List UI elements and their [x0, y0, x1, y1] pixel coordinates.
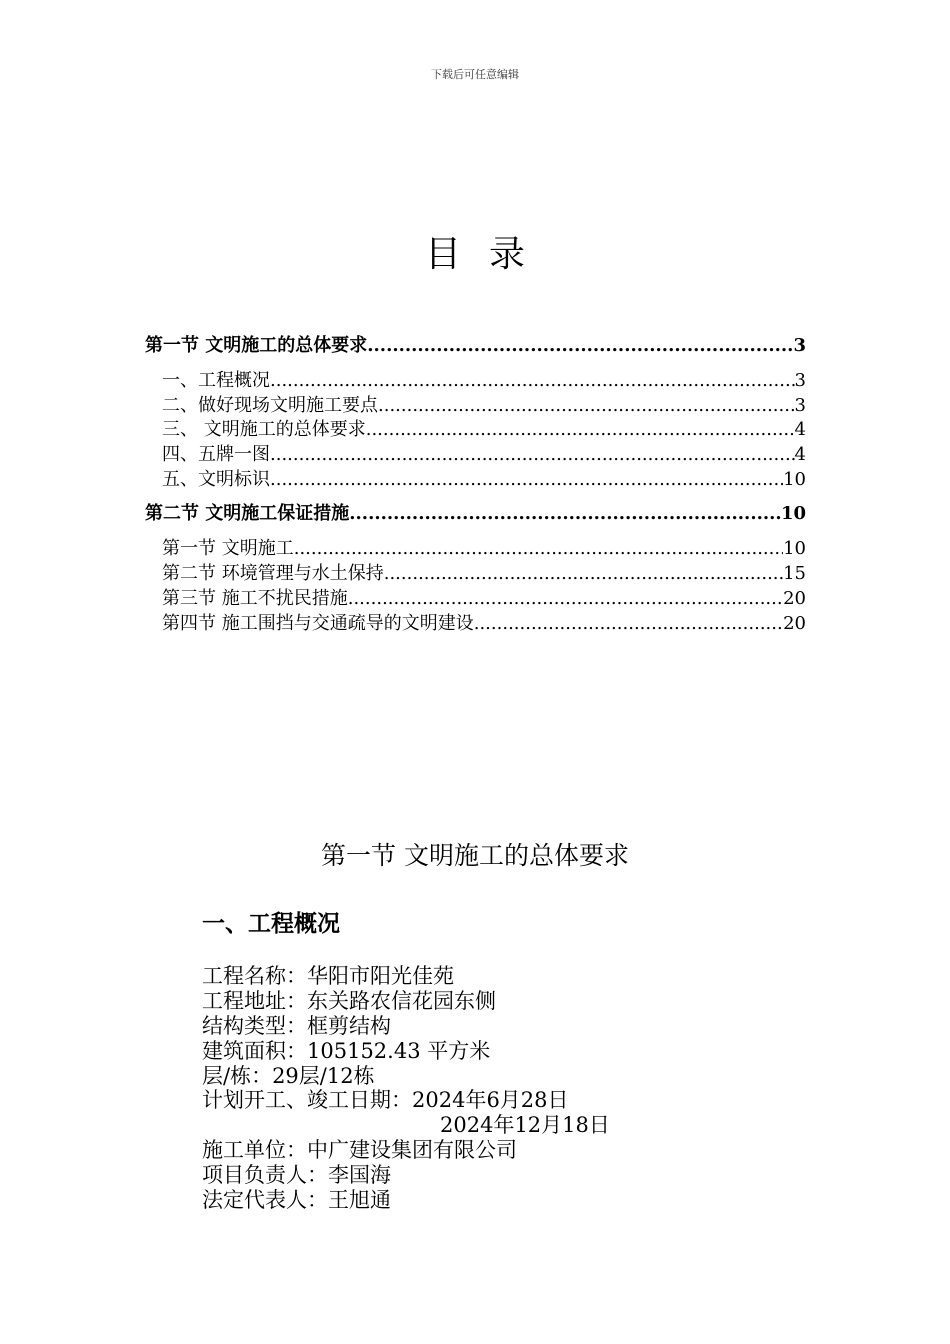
info-line: 施工单位：中广建设集团有限公司 [202, 1138, 517, 1163]
toc-entry[interactable] [145, 612, 806, 637]
toc-leader-dots [270, 369, 795, 394]
toc-entry[interactable] [145, 369, 806, 394]
toc-entry-label: 第一节 文明施工 [162, 538, 294, 560]
toc-entry-label: 第二节 环境管理与水土保持 [162, 563, 384, 585]
toc-leader-dots [367, 334, 793, 358]
toc-entry-page: 20 [783, 612, 806, 634]
toc-entry-label: 第三节 施工不扰民措施 [162, 587, 348, 609]
toc-entry-page: 10 [780, 503, 806, 525]
toc-entry[interactable] [145, 443, 806, 468]
toc-leader-dots [384, 562, 783, 587]
toc-entry-label: 三、 文明施工的总体要求 [162, 419, 366, 441]
toc-leader-dots [270, 443, 795, 468]
toc-leader-dots [378, 394, 795, 419]
toc-entry-page: 3 [793, 335, 806, 356]
toc-leader-dots [270, 468, 783, 493]
toc-entry-page: 15 [783, 563, 806, 585]
toc-entry[interactable] [145, 502, 806, 526]
info-line: 法定代表人：王旭通 [202, 1188, 391, 1213]
toc-entry-label: 第四节 施工围挡与交通疏导的文明建设 [162, 612, 474, 634]
toc-entry-page: 4 [794, 419, 806, 441]
toc-entry-label: 第二节 文明施工保证措施 [145, 503, 350, 525]
toc-entry-label: 一、工程概况 [162, 370, 270, 391]
toc-leader-dots [349, 502, 781, 526]
subsection-title: 一、工程概况 [202, 911, 340, 937]
toc-entry-page: 3 [794, 370, 806, 391]
toc-title: 目录 [424, 234, 553, 275]
toc-leader-dots [474, 612, 783, 637]
table-of-contents [145, 334, 806, 636]
toc-entry-label: 二、做好现场文明施工要点 [162, 394, 378, 416]
toc-leader-dots [294, 537, 783, 562]
completion-date: 2024年12月18日 [440, 1113, 610, 1138]
toc-leader-dots [348, 587, 783, 612]
toc-entry[interactable] [145, 468, 806, 493]
info-line: 工程地址：东关路农信花园东侧 [202, 988, 496, 1013]
info-line: 工程名称：华阳市阳光佳苑 [202, 964, 454, 988]
toc-entry[interactable] [145, 394, 806, 419]
info-line: 计划开工、竣工日期：2024年6月28日 [202, 1088, 569, 1113]
toc-entry[interactable] [145, 562, 806, 587]
info-line: 结构类型：框剪结构 [202, 1013, 391, 1038]
toc-entry[interactable] [145, 334, 806, 358]
info-line: 层/栋：29层/12栋 [202, 1063, 375, 1088]
toc-entry-label: 五、文明标识 [162, 468, 270, 490]
toc-entry-page: 4 [794, 444, 806, 466]
toc-entry[interactable] [145, 587, 806, 612]
toc-entry-label: 四、五牌一图 [162, 444, 270, 466]
info-line-continuation [202, 1113, 610, 1138]
toc-entry-page: 10 [783, 538, 806, 560]
toc-entry-label: 第一节 文明施工的总体要求 [145, 335, 368, 356]
header-note: 下载后可任意编辑 [431, 68, 519, 81]
toc-entry-page: 10 [783, 468, 806, 490]
toc-entry-page: 20 [783, 587, 806, 609]
project-info [202, 964, 610, 1213]
section-title: 第一节 文明施工的总体要求 [321, 841, 629, 870]
toc-entry[interactable] [145, 418, 806, 443]
toc-entry-page: 3 [794, 394, 806, 416]
info-line: 项目负责人：李国海 [202, 1163, 391, 1188]
toc-leader-dots [366, 418, 795, 443]
toc-entry[interactable] [145, 537, 806, 562]
info-line: 建筑面积：105152.43 平方米 [202, 1038, 491, 1063]
